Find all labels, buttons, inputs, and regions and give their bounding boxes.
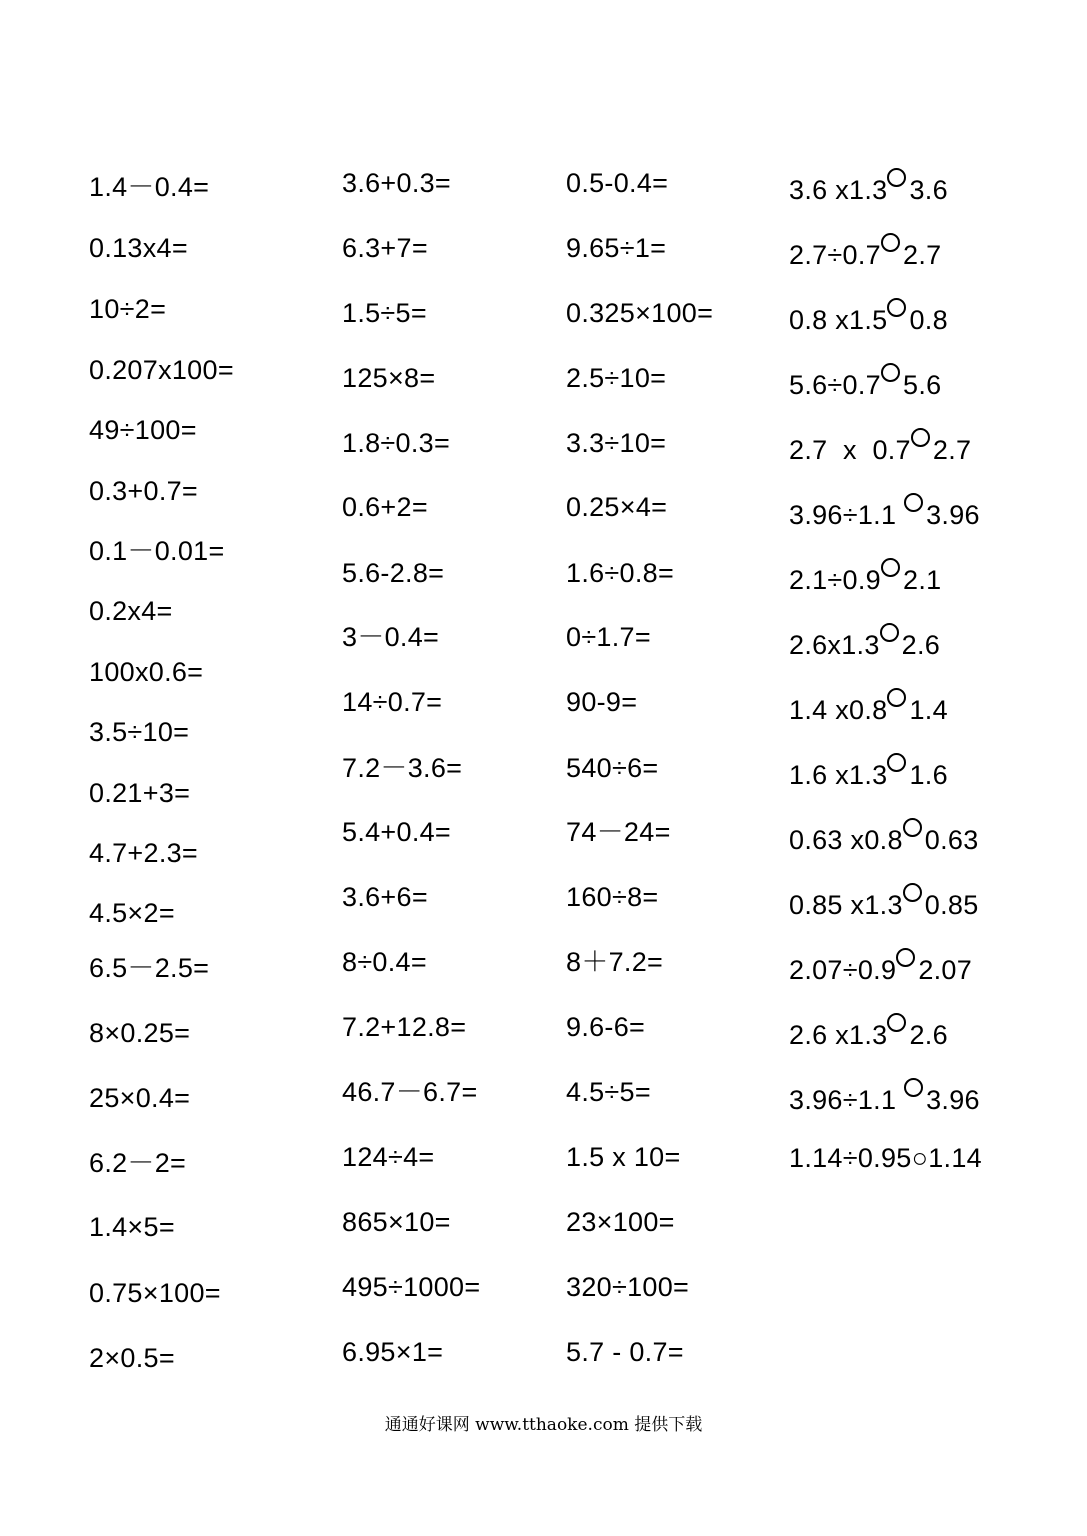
problem-c1-r2: 0.13x4=	[89, 233, 188, 263]
problem-c1-r11: 0.21+3=	[89, 778, 191, 808]
problem-c1-r15: 8×0.25=	[89, 1018, 191, 1048]
problem-c2-r15: 46.7－6.7=	[342, 1077, 478, 1107]
problem-c3-r11: 74－24=	[566, 817, 671, 847]
comparison-left: 1.6 x1.3	[789, 760, 888, 790]
problem-c1-r3: 10÷2=	[89, 294, 167, 324]
problem-c1-r16: 25×0.4=	[89, 1083, 191, 1113]
answer-circle-icon[interactable]	[887, 762, 909, 789]
answer-circle-icon[interactable]	[887, 697, 909, 724]
comparison-right: 3.96	[926, 500, 980, 530]
answer-circle-icon[interactable]	[880, 632, 902, 659]
problem-c2-r3: 1.5÷5=	[342, 298, 427, 328]
comparison-left: 3.96÷1.1	[789, 1085, 905, 1115]
answer-circle-icon[interactable]	[887, 1022, 909, 1049]
comparison-r9	[789, 697, 948, 724]
comparison-left: 3.96÷1.1	[789, 500, 905, 530]
answer-circle-icon[interactable]	[881, 242, 903, 269]
problem-c2-r5: 1.8÷0.3=	[342, 428, 451, 458]
comparison-left: 2.6 x1.3	[789, 1020, 888, 1050]
problem-c3-r8: 0÷1.7=	[566, 622, 651, 652]
problem-c3-r10: 540÷6=	[566, 753, 659, 783]
comparison-right: 2.6	[901, 630, 941, 660]
problem-c1-r17: 6.2－2=	[89, 1148, 187, 1178]
problem-c3-r15: 4.5÷5=	[566, 1077, 651, 1107]
problem-c3-r9: 90-9=	[566, 687, 638, 717]
problem-c1-r19: 0.75×100=	[89, 1278, 221, 1308]
problem-c1-r14: 6.5－2.5=	[89, 953, 210, 983]
comparison-left: 2.07÷0.9	[789, 955, 897, 985]
problem-c1-r8: 0.2x4=	[89, 596, 173, 626]
problem-c2-r12: 3.6+6=	[342, 882, 428, 912]
comparison-r10	[789, 762, 948, 789]
problem-c1-r20: 2×0.5=	[89, 1343, 175, 1373]
answer-circle-icon[interactable]	[904, 502, 926, 529]
problem-c2-r10: 7.2－3.6=	[342, 753, 463, 783]
problem-c1-r5: 49÷100=	[89, 415, 197, 445]
comparison-left: 2.7 x 0.7	[789, 435, 911, 465]
problem-c2-r16: 124÷4=	[342, 1142, 435, 1172]
problem-c1-r1: 1.4－0.4=	[89, 172, 210, 202]
problem-c3-r4: 2.5÷10=	[566, 363, 667, 393]
problem-c3-r16: 1.5 x 10=	[566, 1142, 681, 1172]
problem-c3-r19: 5.7 - 0.7=	[566, 1337, 684, 1367]
comparison-right: 2.1	[903, 565, 942, 595]
comparison-right: 3.6	[909, 175, 948, 205]
comparison-left: 1.4 x0.8	[789, 695, 888, 725]
problem-c1-r10: 3.5÷10=	[89, 717, 190, 747]
problem-c2-r18: 495÷1000=	[342, 1272, 481, 1302]
answer-circle-icon[interactable]	[896, 957, 918, 984]
answer-circle-icon[interactable]	[881, 372, 903, 399]
comparison-right: 3.96	[926, 1085, 980, 1115]
problem-c2-r8: 3－0.4=	[342, 622, 440, 652]
problem-c1-r18: 1.4×5=	[89, 1212, 175, 1242]
answer-circle-icon[interactable]	[904, 1087, 926, 1114]
comparison-left: 2.6x1.3	[789, 630, 880, 660]
comparison-r1	[789, 177, 948, 204]
comparison-right: 2.7	[932, 435, 972, 465]
problem-c3-r17: 23×100=	[566, 1207, 675, 1237]
problem-c3-r2: 9.65÷1=	[566, 233, 667, 263]
comparison-r2	[789, 242, 941, 269]
problem-c3-r6: 0.25×4=	[566, 492, 668, 522]
problem-c2-r7: 5.6-2.8=	[342, 558, 445, 588]
problem-c2-r14: 7.2+12.8=	[342, 1012, 467, 1042]
problem-c3-r7: 1.6÷0.8=	[566, 558, 675, 588]
problem-c2-r13: 8÷0.4=	[342, 947, 427, 977]
answer-circle-icon[interactable]	[887, 177, 909, 204]
problem-c1-r7: 0.1－0.01=	[89, 536, 225, 566]
problem-c2-r17: 865×10=	[342, 1207, 451, 1237]
problem-c3-r18: 320÷100=	[566, 1272, 690, 1302]
answer-circle-icon[interactable]	[911, 437, 933, 464]
comparison-right: 0.63	[924, 825, 979, 855]
problem-c2-r19: 6.95×1=	[342, 1337, 444, 1367]
comparison-r15	[789, 1087, 980, 1114]
comparison-right: 0.85	[924, 890, 979, 920]
footer-text: 通通好课网 www.tthaoke.com 提供下载	[384, 1415, 703, 1435]
problem-c1-r12: 4.7+2.3=	[89, 838, 199, 868]
comparison-left: 5.6÷0.7	[789, 370, 881, 400]
comparison-r7	[789, 567, 941, 594]
problem-c2-r1: 3.6+0.3=	[342, 168, 452, 198]
comparison-r16: 1.14÷0.95○1.14	[789, 1143, 982, 1173]
comparison-right: 1.4	[909, 695, 948, 725]
answer-circle-icon[interactable]	[881, 567, 903, 594]
comparison-r6	[789, 502, 980, 529]
comparison-left: 0.63 x0.8	[789, 825, 903, 855]
problem-c3-r5: 3.3÷10=	[566, 428, 667, 458]
problem-c2-r4: 125×8=	[342, 363, 436, 393]
comparison-left: 0.8 x1.5	[789, 305, 888, 335]
problem-c2-r9: 14÷0.7=	[342, 687, 443, 717]
problem-c2-r11: 5.4+0.4=	[342, 817, 452, 847]
comparison-r13	[789, 957, 972, 984]
comparison-right: 1.6	[909, 760, 948, 790]
problem-c2-r6: 0.6+2=	[342, 492, 428, 522]
comparison-r4	[789, 372, 941, 399]
comparison-r8	[789, 632, 940, 659]
comparison-left: 2.1÷0.9	[789, 565, 881, 595]
comparison-left: 0.85 x1.3	[789, 890, 903, 920]
problem-c3-r14: 9.6-6=	[566, 1012, 646, 1042]
comparison-left: 3.6 x1.3	[789, 175, 888, 205]
problem-c3-r3: 0.325×100=	[566, 298, 714, 328]
comparison-r3	[789, 307, 948, 334]
problem-c1-r6: 0.3+0.7=	[89, 476, 199, 506]
problem-c3-r13: 8＋7.2=	[566, 947, 664, 977]
problem-c1-r9: 100x0.6=	[89, 657, 204, 687]
problem-c2-r2: 6.3+7=	[342, 233, 428, 263]
problem-c1-r4: 0.207x100=	[89, 355, 234, 385]
comparison-r14	[789, 1022, 948, 1049]
comparison-r12	[789, 892, 979, 919]
problem-c1-r13: 4.5×2=	[89, 898, 175, 928]
comparison-left: 2.7÷0.7	[789, 240, 881, 270]
comparison-right: 2.6	[909, 1020, 948, 1050]
comparison-r5	[789, 437, 971, 464]
comparison-r11	[789, 827, 979, 854]
comparison-right: 0.8	[909, 305, 948, 335]
comparison-right: 2.07	[918, 955, 973, 985]
answer-circle-icon[interactable]	[887, 307, 909, 334]
problem-c3-r12: 160÷8=	[566, 882, 659, 912]
problem-c3-r1: 0.5-0.4=	[566, 168, 669, 198]
answer-circle-icon[interactable]	[903, 827, 925, 854]
answer-circle-icon[interactable]	[903, 892, 925, 919]
comparison-right: 2.7	[903, 240, 942, 270]
comparison-right: 5.6	[903, 370, 942, 400]
